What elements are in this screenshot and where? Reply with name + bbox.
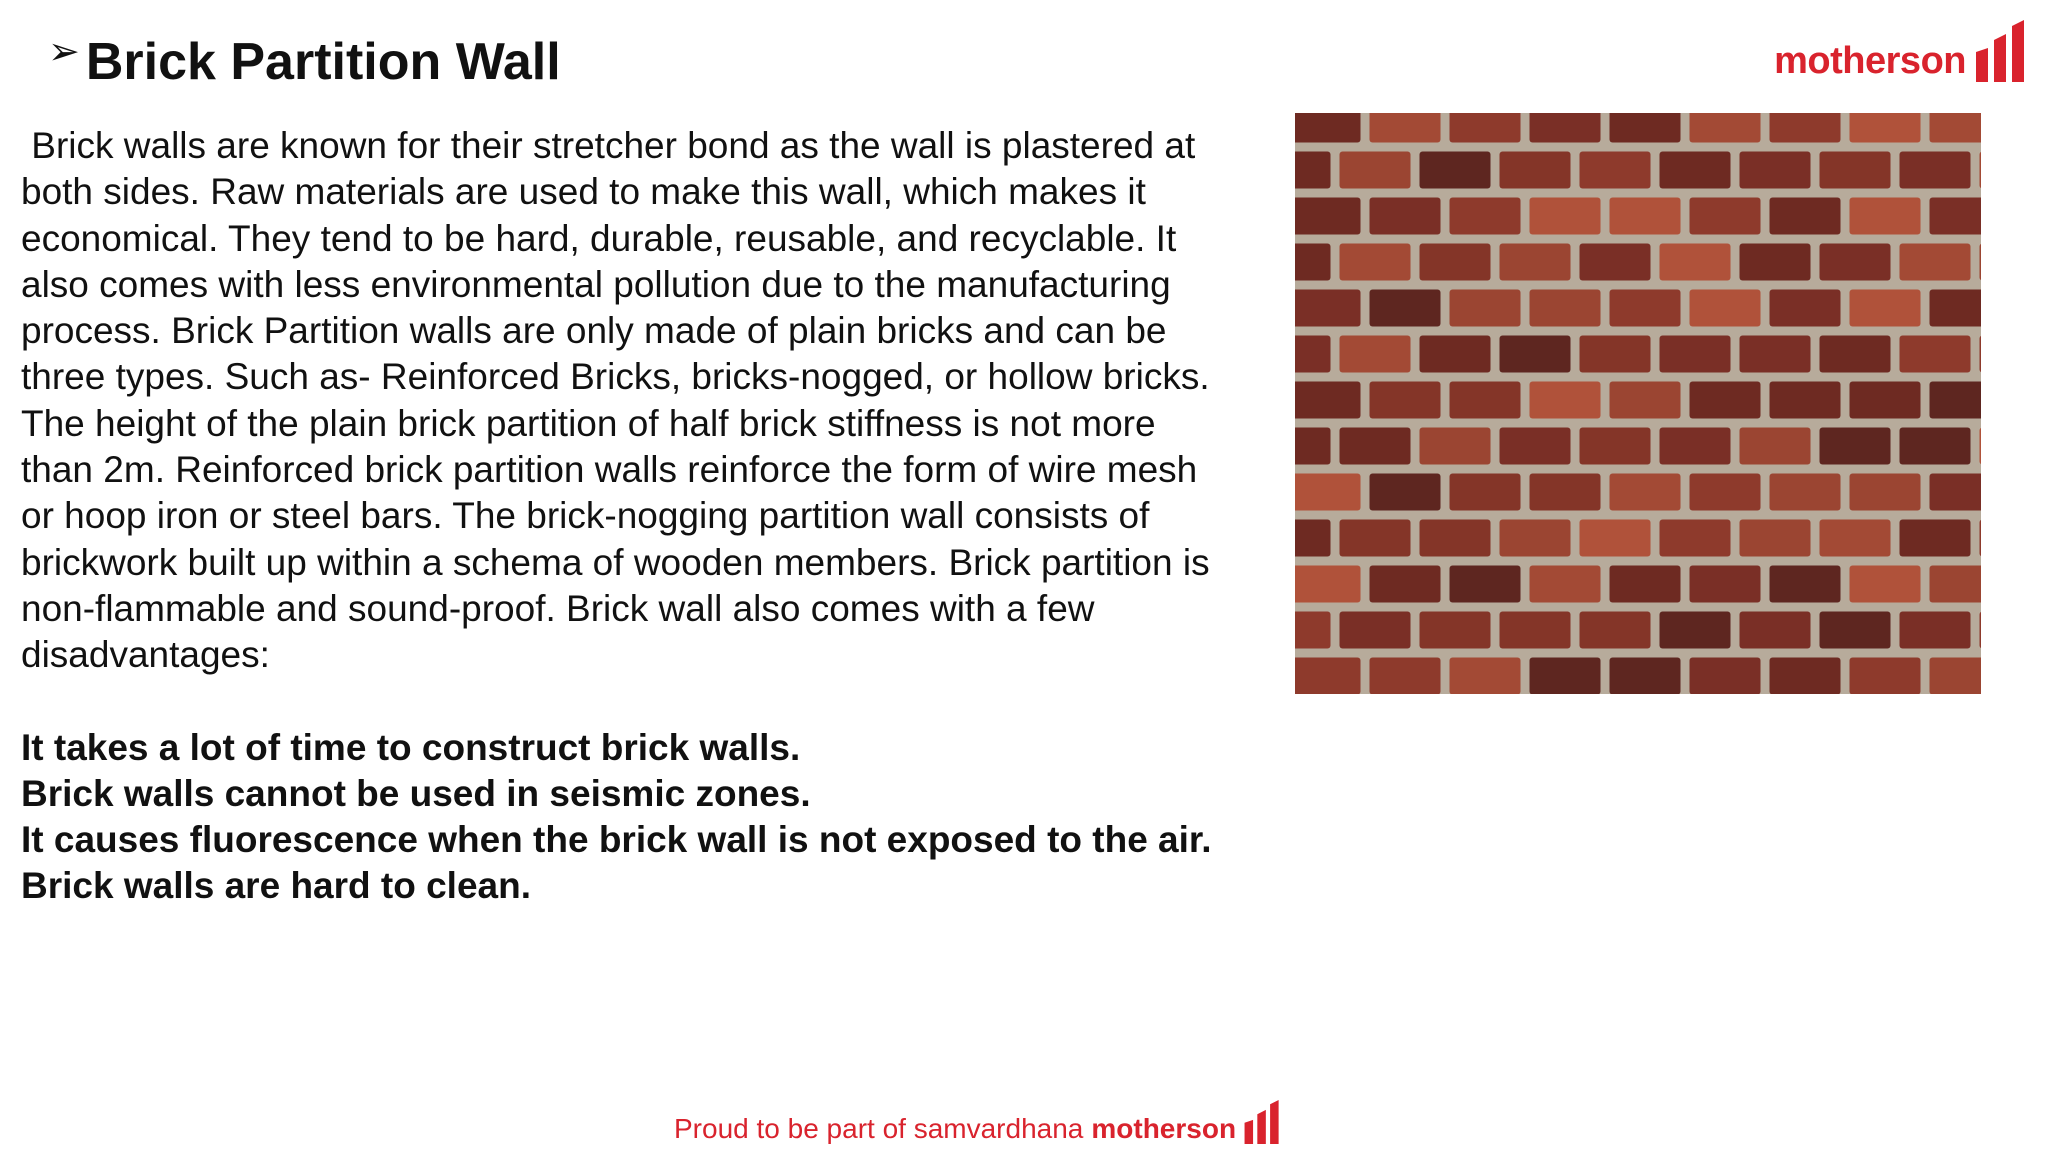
motherson-logo: [1774, 20, 2028, 82]
motherson-bars-icon: [1244, 1100, 1282, 1144]
footer-branding: [674, 1100, 1282, 1144]
logo-wordmark: motherson: [1774, 40, 1966, 82]
slide-body: [21, 123, 1226, 910]
footer-brand: motherson: [1091, 1113, 1237, 1144]
slide-title-row: [48, 29, 561, 92]
arrow-bullet-icon: ➢: [48, 29, 80, 73]
slide-title: Brick Partition Wall: [85, 33, 561, 91]
brick-wall-photo: [1295, 113, 1981, 694]
body-paragraph: Brick walls are known for their stretcher bond as the wall is plastered at both sides. Raw materials are used to make this wall, which makes it economical. They tend to be hard, durable, reusable, and recyclable. It also comes with less environmental pollution due to the manufacturing process. Brick Partition walls are only made of plain bricks and can be three types. Such as- Reinforced Bricks, bricks-nogged, or hollow bricks. The height of the plain brick partition of half brick stiffness is not more than 2m. Reinforced brick partition walls reinforce the form of wire mesh or hoop iron or steel bars. The brick-nogging partition wall consists of brickwork built up within a schema of wooden members. Brick partition is non-flammable and sound-proof. Brick wall also comes with a few disadvantages:: [21, 125, 1220, 676]
disadvantages-list: [21, 725, 1226, 910]
motherson-bars-icon: [1976, 20, 2028, 82]
disadvantage-item: Brick walls are hard to clean.: [21, 865, 531, 907]
disadvantage-item: It causes fluorescence when the brick wall is not exposed to the air.: [21, 819, 1212, 861]
disadvantage-item: Brick walls cannot be used in seismic zones.: [21, 772, 811, 814]
footer-proud-text: Proud to be part of samvardhana: [674, 1113, 1084, 1144]
disadvantage-item: It takes a lot of time to construct brick walls.: [21, 726, 801, 768]
